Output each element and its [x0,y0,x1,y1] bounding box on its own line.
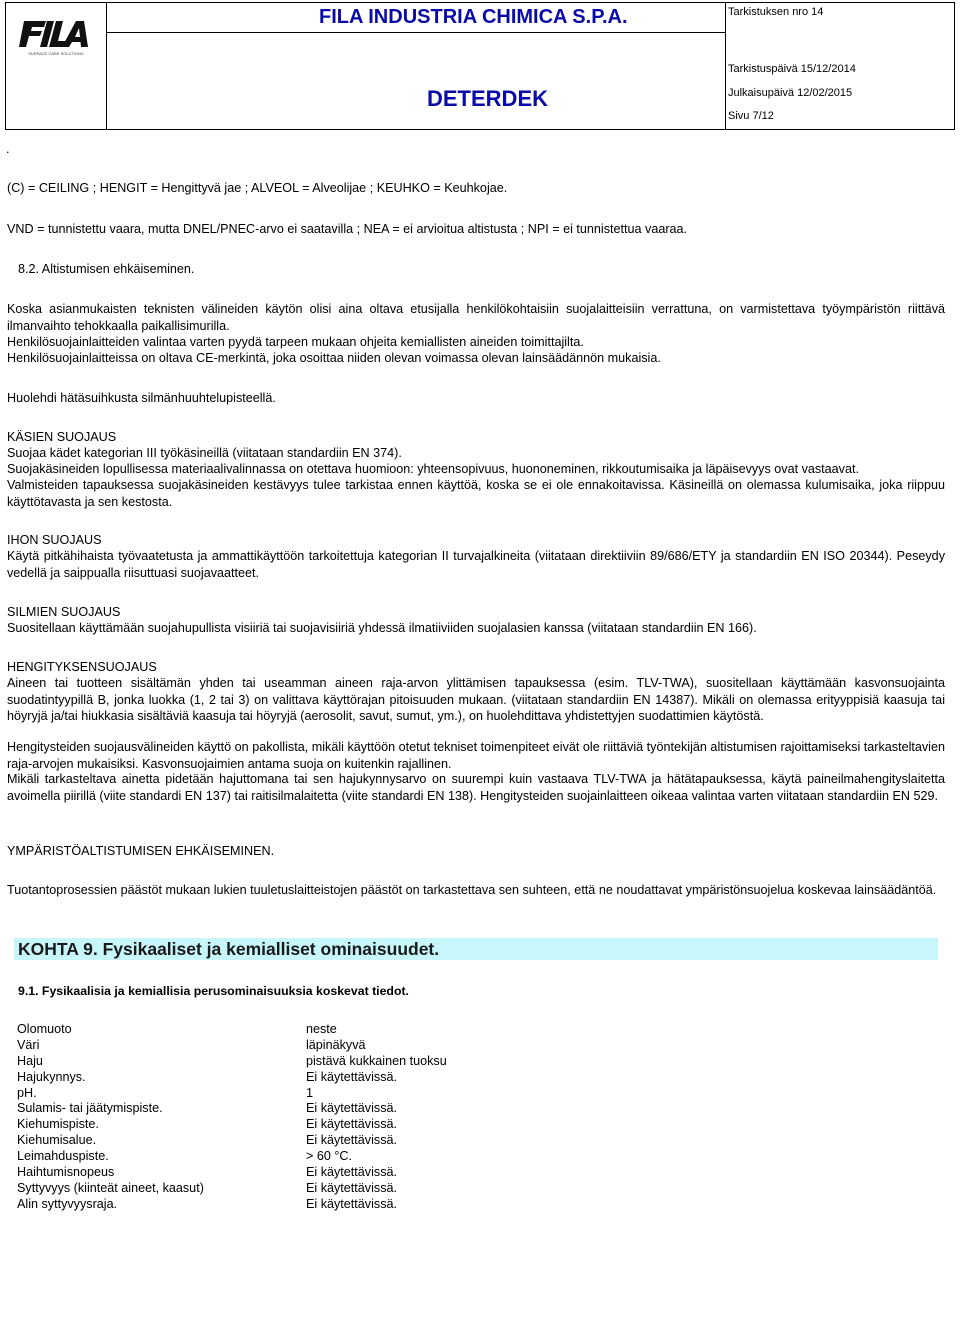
property-label: Syttyvyys (kiinteät aineet, kaasut) [17,1180,204,1195]
page-number: Sivu 7/12 [728,110,774,122]
hands-protection-title: KÄSIEN SUOJAUS [7,430,117,444]
property-label: Hajukynnys. [17,1069,86,1084]
revision-info [728,3,954,129]
property-label: Olomuoto [17,1022,72,1036]
company-logo [6,3,106,67]
property-label: Leimahduspiste. [17,1149,109,1164]
property-row [17,1133,617,1149]
section-9-title: KOHTA 9. Fysikaaliset ja kemialliset ominaisuudet. [18,939,440,959]
property-value: Ei käytettävissä. [306,1165,397,1180]
property-row [17,1086,617,1102]
hands-protection-text-3: Valmisteiden tapauksessa suojakäsineiden kestävyys tulee tarkistaa ennen käyttöä, koska se ei ole ennakoitavissa. Käsineillä on olemassa kulumisaika, joka riippuu käyttötavasta ja sen kestosta. [7,478,945,509]
environmental-exposure-title: YMPÄRISTÖALTISTUMISEN EHKÄISEMINEN. [7,844,275,858]
property-label: Haihtumisnopeus [17,1165,115,1180]
properties-table [17,1022,617,1213]
revision-date: Tarkistuspäivä 15/12/2014 [728,63,856,75]
environmental-exposure-text: Tuotantoprosessien päästöt mukaan lukien tuuletuslaitteistojen päästöt on tarkastettava sen suhteen, että ne noudattavat ympäristönsuojelua koskevaa lainsäädäntöä. [7,883,937,897]
property-value: > 60 °C. [306,1149,352,1164]
logo-tagline: SURFACE CARE SOLUTIONS [28,51,84,56]
property-row [17,1165,617,1181]
property-row [17,1101,617,1117]
paragraph-ppe-selection: Henkilösuojainlaitteiden valintaa varten pyydä tarpeen mukaan ohjeita kemiallisten aineiden toimittajilta. [7,335,584,349]
respiratory-protection-text-3: Mikäli tarkasteltava ainetta pidetään hajuttomana tai sen hajukynnysarvo on suurempi kuin vastaava TLV-TWA ja hätätapauksessa, käytä paineilmahengityslaitetta avoimella piirillä (viite standardi EN 137) tai raitisilmalaitetta (viite standardi EN 138). Hengitysteiden suojainlaitteen oikeaa valintaa varten viitataan standardiin EN 529. [7,772,945,803]
hands-protection-text-2: Suojakäsineiden lopullisessa materiaalivalinnassa on otettava huomioon: yhteensopivuus, huononeminen, rikkoutumisaika ja läpäisevyys ovat vastaavat. [7,462,859,476]
paragraph-emergency-shower: Huolehdi hätäsuihkusta silmänhuuhtelupisteellä. [7,391,276,405]
eye-protection-title: SILMIEN SUOJAUS [7,605,121,619]
property-row [17,1117,617,1133]
paragraph-ce-marking: Henkilösuojainlaitteissa on oltava CE-merkintä, joka osoittaa niiden olevan voimassa olevan lainsäädännön mukaisia. [7,351,661,365]
property-value: läpinäkyvä [306,1037,366,1052]
property-label: Kiehumispiste. [17,1117,99,1132]
respiratory-protection-title: HENGITYKSENSUOJAUS [7,660,157,674]
property-value: Ei käytettävissä. [306,1069,397,1084]
property-row [17,1197,617,1213]
property-value: Ei käytettävissä. [306,1196,397,1211]
fila-logo-icon [6,3,106,67]
subsection-9-1-title: 9.1. Fysikaalisia ja kemiallisia perusominaisuuksia koskevat tiedot. [18,984,409,998]
property-label: Alin syttyvyysraja. [17,1196,118,1211]
legend-line-1: (C) = CEILING ; HENGIT = Hengittyvä jae ; ALVEOL = Alveolijae ; KEUHKO = Keuhkojae. [7,181,508,195]
skin-protection-title: IHON SUOJAUS [7,533,102,547]
property-label: Sulamis- tai jäätymispiste. [17,1101,163,1116]
product-name: DETERDEK [106,33,726,130]
legend-line-2: VND = tunnistettu vaara, mutta DNEL/PNEC-arvo ei saatavilla ; NEA = ei arvioitua altistusta ; NPI = ei tunnistettua vaaraa. [7,222,688,236]
skin-protection-text: Käytä pitkähihaista työvaatetusta ja ammattikäyttöön tarkoitettuja kategorian II turvajalkineita (viitataan direktiiviin 89/686/ETY ja standardiin EN ISO 20344). Peseydy vedellä ja saippualla riisuttuasi suojavaatteet. [7,549,945,580]
property-row [17,1054,617,1070]
property-row [17,1038,617,1054]
property-label: Kiehumisalue. [17,1133,97,1148]
property-label: pH. [17,1085,37,1100]
property-value: neste [306,1022,337,1036]
publish-date: Julkaisupäivä 12/02/2015 [728,87,853,99]
property-row [17,1022,617,1038]
property-value: 1 [306,1085,314,1100]
property-row [17,1070,617,1086]
respiratory-protection-text-1: Aineen tai tuotteen sisältämän yhden tai useamman aineen raja-arvon ylittämisen tapauksessa (esim. TLV-TWA), suositellaan käyttämään kasvonsuojainta suodatintyypillä B, jonka luokka (1, 2 tai 3) on valittava käyttörajan pitoisuuden mukaan. (viitataan standardiin EN 14387). Mikäli on olemassa erityyppisiä kaasuja tai höyryjä ja/tai hiukkasia sisältäviä kaasuja tai höyryjä (aerosolit, savut, sumut, ym.), on huolehdittava yhdistettyjen suodattimien käytöstä. [7,676,945,723]
property-row [17,1149,617,1165]
respiratory-protection-text-2: Hengitysteiden suojausvälineiden käyttö on pakollista, mikäli käyttöön otetut tekniset toimenpiteet eivät ole riittäviä työntekijän altistumisen rajoittamiseksi tarkasteltavien raja-arvojen mukaisiksi. Kasvonsuojaimien antama suoja on kuitenkin rajallinen. [7,740,945,771]
property-label: Väri [17,1037,40,1052]
property-value: Ei käytettävissä. [306,1117,397,1132]
property-label: Haju [17,1053,43,1068]
property-row [17,1181,617,1197]
property-value: pistävä kukkainen tuoksu [306,1053,447,1068]
property-value: Ei käytettävissä. [306,1133,397,1148]
section-9-header [14,938,938,960]
paragraph-ventilation: Koska asianmukaisten teknisten välineiden käytön olisi aina oltava etusijalla henkilökohtaisiin suojalaitteisiin verrattuna, on varmistettava työympäristön riittävä ilmanvaihto tehokkaalla paikallisimurilla. [7,302,945,333]
hands-protection-text-1: Suojaa kädet kategorian III työkäsineillä (viitataan standardiin EN 374). [7,446,402,460]
heading-8-2: 8.2. Altistumisen ehkäiseminen. [18,262,195,276]
document-header [5,2,955,130]
property-value: Ei käytettävissä. [306,1101,397,1116]
stray-dot: . [6,142,10,156]
company-name: FILA INDUSTRIA CHIMICA S.P.A. [106,3,726,33]
eye-protection-text: Suositellaan käyttämään suojahupullista visiiriä tai suojavisiiriä yhdessä ilmatiiviiden suojalasien kanssa (viitataan standardiin EN 166). [7,621,757,635]
property-value: Ei käytettävissä. [306,1180,397,1195]
revision-number: Tarkistuksen nro 14 [728,6,824,18]
